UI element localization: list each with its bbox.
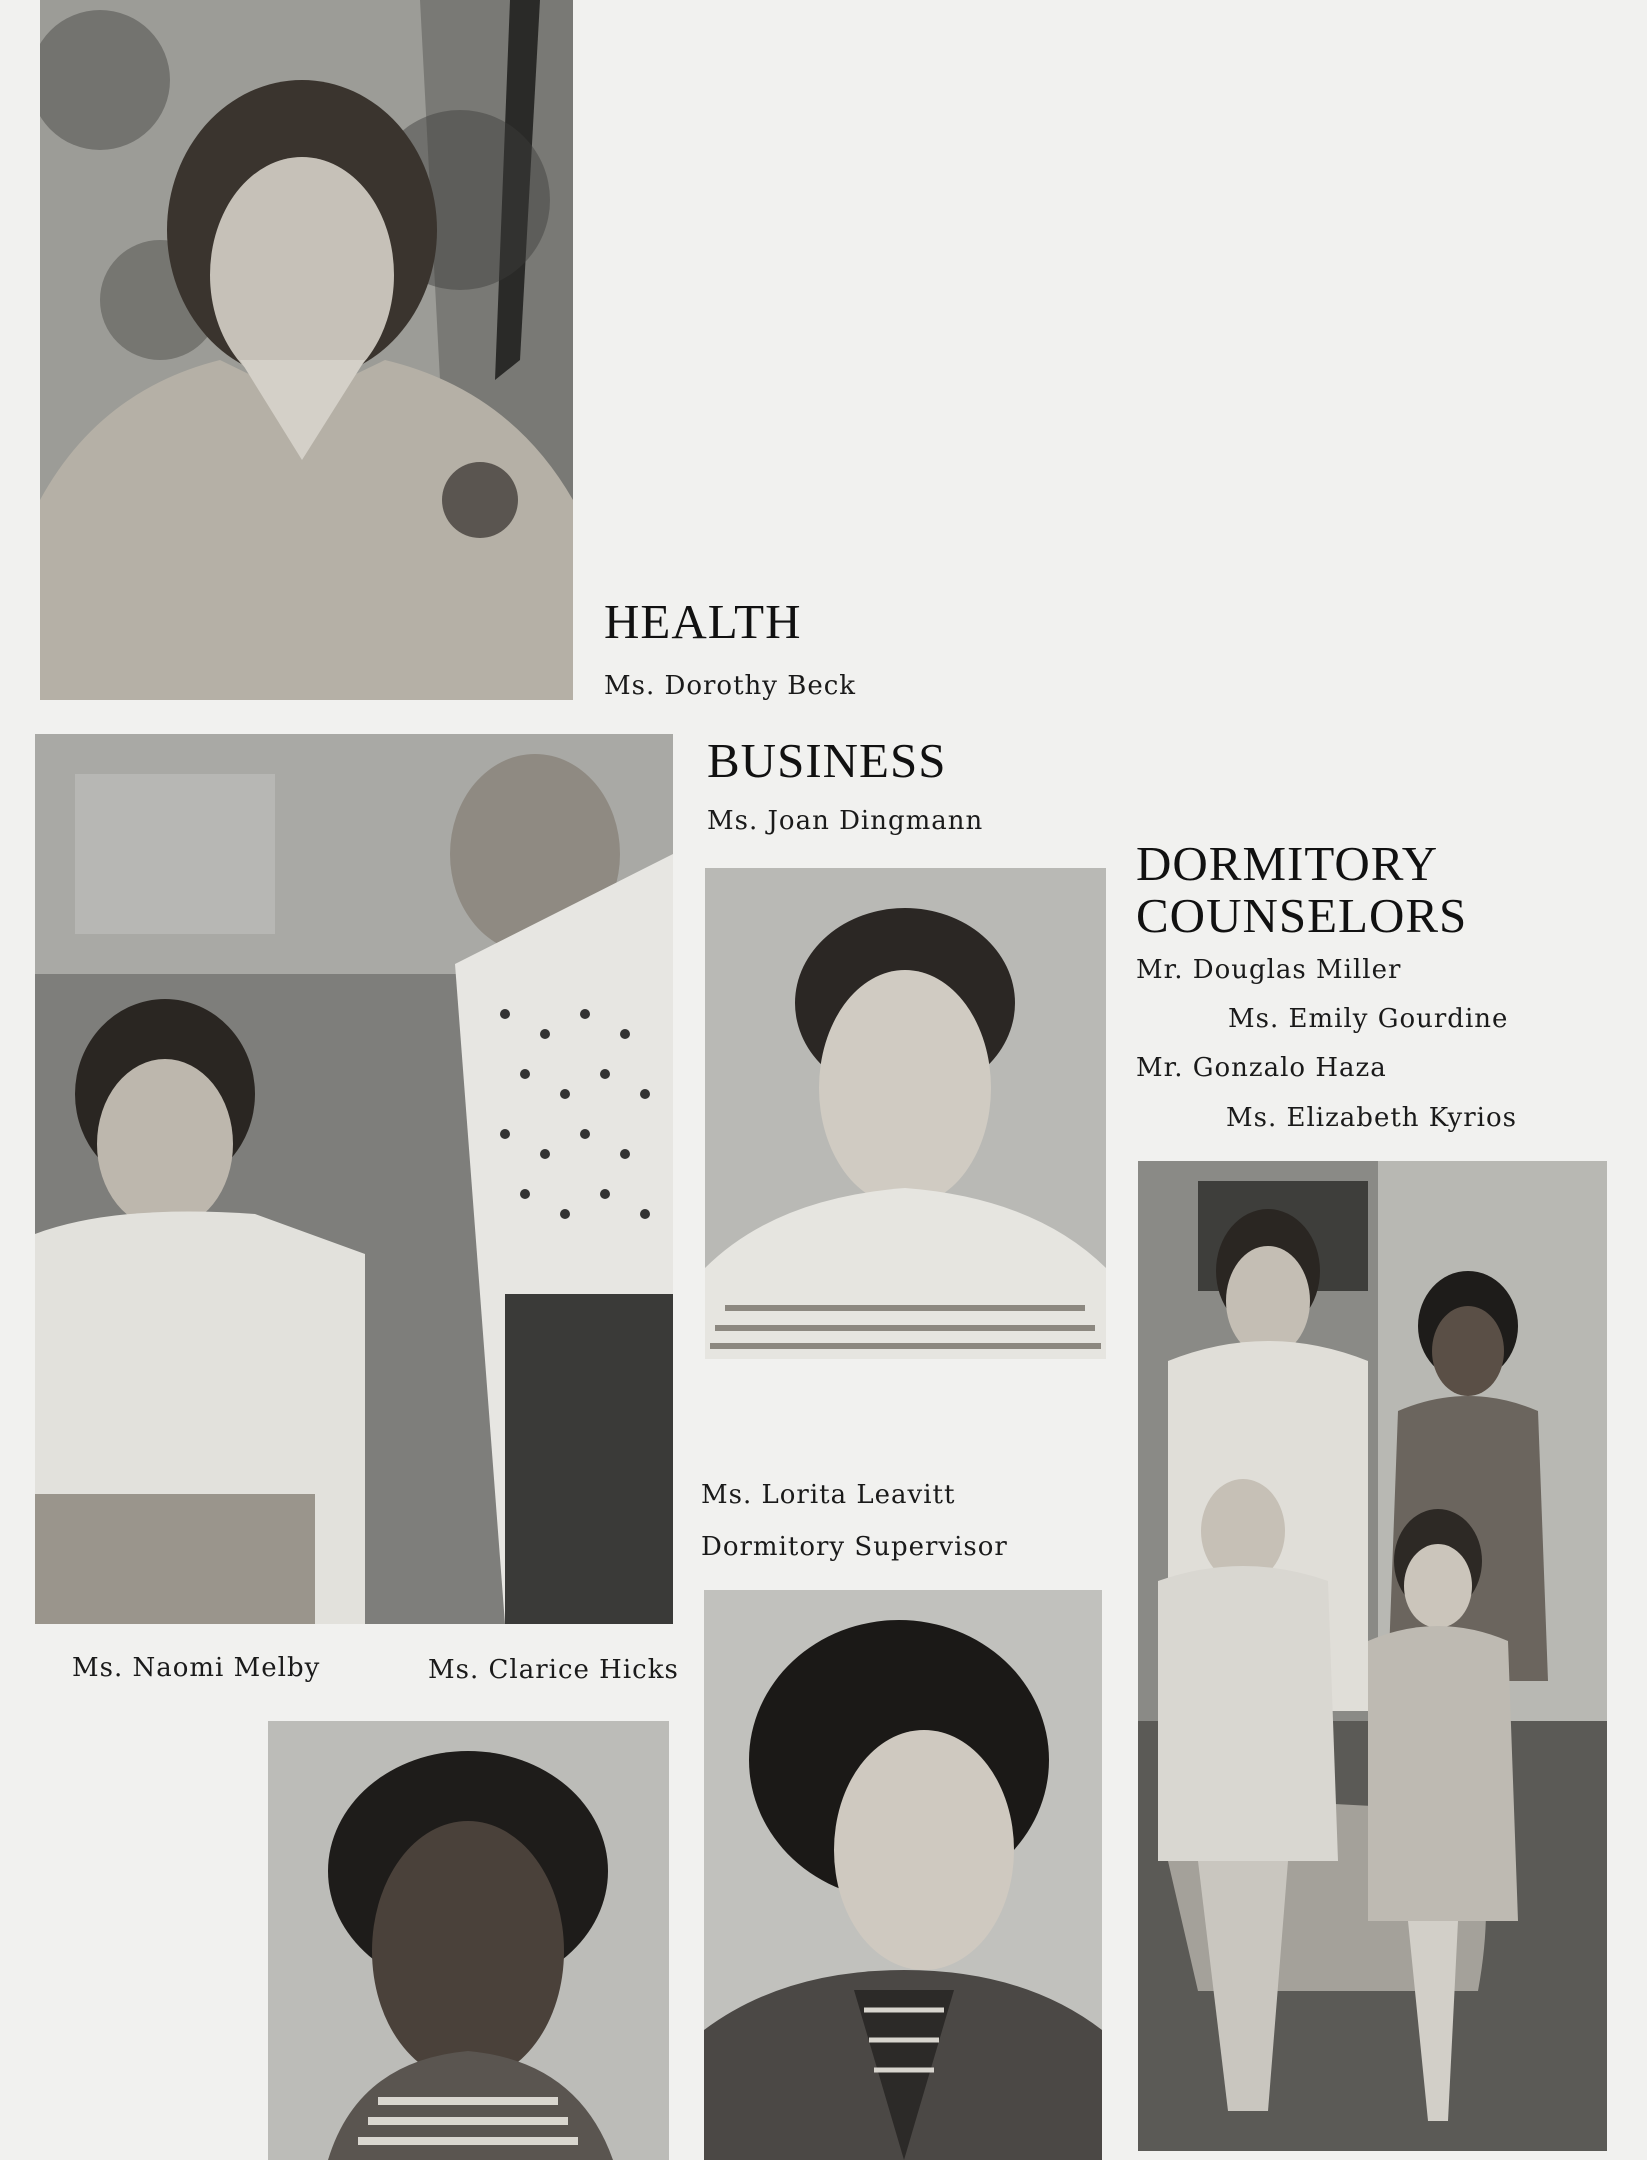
name-emily-gourdine: Ms. Emily Gourdine: [1228, 1004, 1509, 1034]
heading-business: BUSINESS: [707, 733, 947, 788]
photo-lorita-leavitt: [704, 1590, 1102, 2160]
photo-clarice-hicks: [268, 1721, 669, 2160]
name-douglas-miller: Mr. Douglas Miller: [1136, 955, 1402, 985]
name-joan-dingmann: Ms. Joan Dingmann: [707, 806, 984, 836]
name-naomi-melby: Ms. Naomi Melby: [72, 1653, 321, 1683]
photo-joan-dingmann: [705, 868, 1106, 1359]
heading-health: HEALTH: [604, 594, 802, 649]
name-lorita-leavitt: Ms. Lorita Leavitt: [701, 1480, 956, 1510]
photo-dorothy-beck: [40, 0, 573, 700]
name-gonzalo-haza: Mr. Gonzalo Haza: [1136, 1053, 1387, 1083]
title-dormitory-supervisor: Dormitory Supervisor: [701, 1532, 1008, 1562]
photo-health-aides: [35, 734, 673, 1624]
name-clarice-hicks: Ms. Clarice Hicks: [428, 1655, 679, 1685]
heading-dormitory-line2: COUNSELORS: [1136, 888, 1468, 943]
photo-dormitory-counselors: [1138, 1161, 1607, 2151]
name-elizabeth-kyrios: Ms. Elizabeth Kyrios: [1226, 1103, 1517, 1133]
heading-dormitory-line1: DORMITORY: [1136, 836, 1439, 891]
name-dorothy-beck: Ms. Dorothy Beck: [604, 671, 857, 701]
